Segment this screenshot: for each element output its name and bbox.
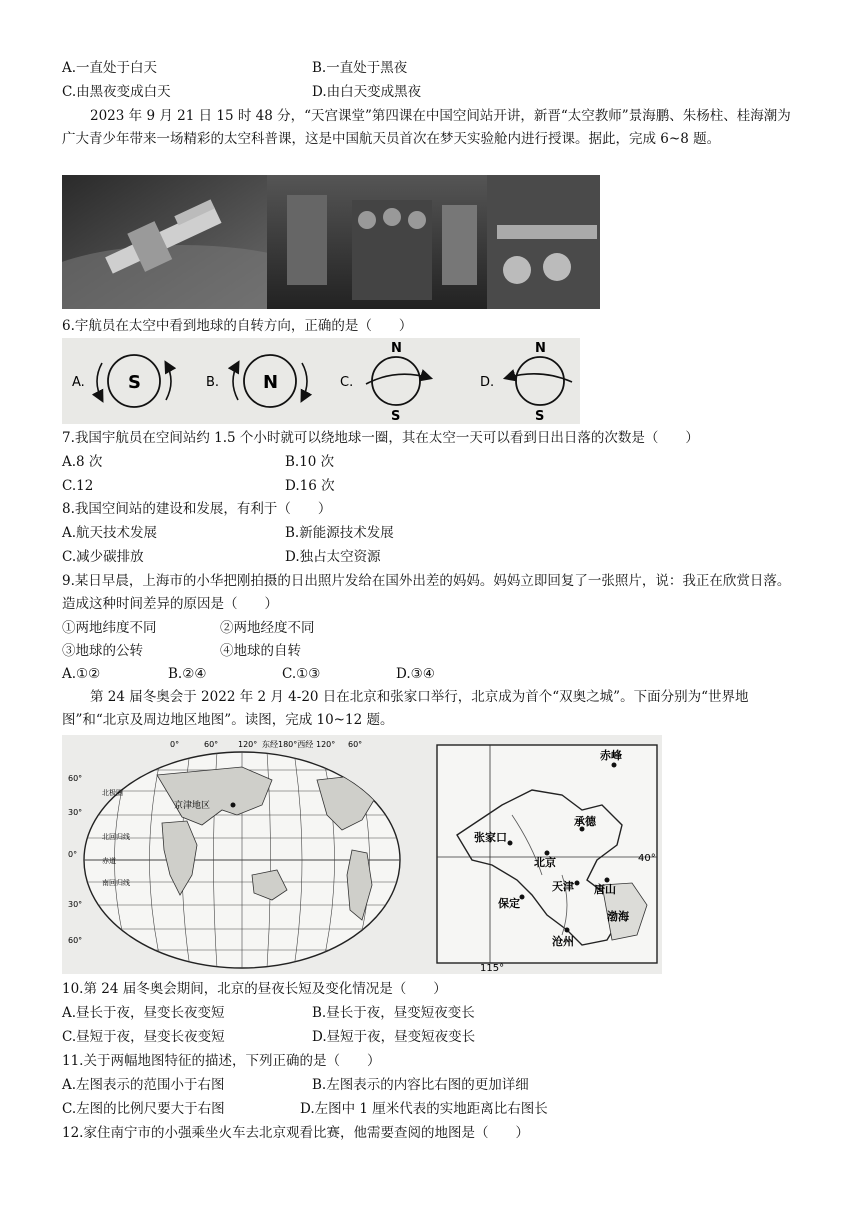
city-tianjin: 天津 bbox=[552, 880, 574, 893]
svg-text:北极圈: 北极圈 bbox=[102, 789, 123, 797]
option-b-label: B. bbox=[206, 375, 220, 390]
south-pole-label-a: S bbox=[128, 372, 141, 393]
svg-text:120°: 120° bbox=[238, 740, 258, 749]
q8-option-b: B.新能源技术发展 bbox=[285, 525, 394, 541]
q9-option-b: B.②④ bbox=[168, 666, 207, 682]
passage-tiangong: 2023 年 9 月 21 日 15 时 48 分，“天宫课堂”第四课在中国空间站开讲，新晋“太空教师”景海鹏、朱杨柱、桂海潮为广大青少年带来一场精彩的太空科普课，这是中国航天员首次在梦天实验舱内进行授课。据此，完成 6~8 题。 bbox=[62, 108, 791, 147]
q8-option-c: C.减少碳排放 bbox=[62, 549, 144, 565]
south-label-c: S bbox=[391, 409, 401, 424]
q10-option-b: B.昼长于夜，昼变短夜变长 bbox=[312, 1005, 475, 1021]
q9-stem: 9.某日早晨，上海市的小华把刚拍摄的日出照片发给在国外出差的妈妈。妈妈立即回复了一张照片，说：我正在欣赏日落。造成这种时间差异的原因是（ ） bbox=[62, 573, 791, 612]
q5-option-d: D.由白天变成黑夜 bbox=[312, 84, 422, 100]
q10-option-a: A.昼长于夜，昼变长夜变短 bbox=[62, 1005, 225, 1021]
q9-option-d: D.③④ bbox=[396, 666, 435, 682]
city-baoding: 保定 bbox=[498, 897, 520, 910]
option-a-label: A. bbox=[72, 375, 85, 390]
q10-stem: 10.第 24 届冬奥会期间，北京的昼夜长短及变化情况是（ ） bbox=[62, 981, 447, 997]
q6-stem: 6.宇航员在太空中看到地球的自转方向，正确的是（ ） bbox=[62, 318, 413, 334]
q5-option-a: A.一直处于白天 bbox=[62, 60, 158, 76]
q9-option-a: A.①② bbox=[62, 666, 101, 682]
q11-stem: 11.关于两幅地图特征的描述，下列正确的是（ ） bbox=[62, 1053, 381, 1069]
q7-option-d: D.16 次 bbox=[285, 478, 335, 494]
rotation-direction-figure bbox=[62, 338, 580, 424]
world-map bbox=[68, 739, 405, 968]
svg-text:120°: 120° bbox=[316, 740, 336, 749]
svg-text:北回归线: 北回归线 bbox=[102, 833, 130, 841]
q9-statement-4: ④地球的自转 bbox=[220, 643, 301, 659]
svg-text:南回归线: 南回归线 bbox=[102, 879, 130, 887]
svg-text:0°: 0° bbox=[68, 850, 78, 859]
maps-figure bbox=[62, 735, 662, 974]
q9-statement-2: ②两地经度不同 bbox=[220, 620, 315, 636]
svg-text:赤道: 赤道 bbox=[102, 857, 116, 865]
north-pole-label-b: N bbox=[263, 372, 279, 393]
beijing-region-map bbox=[437, 745, 657, 974]
q11-option-c: C.左图的比例尺要大于右图 bbox=[62, 1101, 225, 1117]
q11-option-a: A.左图表示的范围小于右图 bbox=[62, 1077, 225, 1093]
city-chengde: 承德 bbox=[574, 815, 596, 828]
q12-stem: 12.家住南宁市的小强乘坐火车去北京观看比赛，他需要查阅的地图是（ ） bbox=[62, 1125, 529, 1141]
city-chifeng: 赤峰 bbox=[600, 749, 622, 762]
svg-text:30°: 30° bbox=[68, 900, 83, 909]
q10-option-d: D.昼短于夜，昼变短夜变长 bbox=[312, 1029, 476, 1045]
q11-option-b: B.左图表示的内容比右图的更加详细 bbox=[312, 1077, 529, 1093]
q9-statement-3: ③地球的公转 bbox=[62, 643, 143, 659]
q7-option-b: B.10 次 bbox=[285, 454, 335, 470]
option-d-label: D. bbox=[480, 375, 495, 390]
option-c-label: C. bbox=[340, 375, 354, 390]
q8-option-d: D.独占太空资源 bbox=[285, 549, 381, 565]
jingjin-region-label: 京津地区 bbox=[174, 801, 211, 811]
svg-text:30°: 30° bbox=[68, 808, 83, 817]
svg-text:60°: 60° bbox=[68, 774, 83, 783]
q7-option-c: C.12 bbox=[62, 478, 94, 494]
svg-text:60°: 60° bbox=[204, 740, 219, 749]
q9-option-c: C.①③ bbox=[282, 666, 321, 682]
north-label-d: N bbox=[535, 341, 546, 356]
svg-text:0°: 0° bbox=[170, 740, 180, 749]
q7-stem: 7.我国宇航员在空间站约 1.5 个小时就可以绕地球一圈，其在太空一天可以看到日出日落的次数是（ ） bbox=[62, 430, 699, 446]
q8-stem: 8.我国空间站的建设和发展，有利于（ ） bbox=[62, 501, 332, 517]
passage-winter-olympics: 第 24 届冬奥会于 2022 年 2 月 4-20 日在北京和张家口举行，北京成为首个“双奥之城”。下面分别为“世界地图”和“北京及周边地区地图”。读图，完成 10~12 题。 bbox=[62, 689, 749, 728]
q9-statement-1: ①两地纬度不同 bbox=[62, 620, 157, 636]
q11-option-d: D.左图中 1 厘米代表的实地距离比右图长 bbox=[300, 1101, 548, 1117]
q7-option-a: A.8 次 bbox=[62, 454, 103, 470]
north-label-c: N bbox=[391, 341, 402, 356]
q8-option-a: A.航天技术发展 bbox=[62, 525, 158, 541]
longitude-115-label: 115° bbox=[480, 963, 505, 974]
city-tangshan: 唐山 bbox=[594, 883, 616, 896]
q10-option-c: C.昼短于夜，昼变长夜变短 bbox=[62, 1029, 225, 1045]
south-label-d: S bbox=[535, 409, 545, 424]
city-cangzhou: 沧州 bbox=[552, 935, 574, 948]
city-beijing: 北京 bbox=[534, 856, 556, 869]
q5-option-c: C.由黑夜变成白天 bbox=[62, 84, 171, 100]
bohai-sea-label: 渤海 bbox=[607, 910, 629, 923]
space-class-photos bbox=[62, 175, 600, 309]
svg-text:东经180°西经: 东经180°西经 bbox=[262, 740, 314, 749]
city-zhangjiakou: 张家口 bbox=[474, 831, 507, 844]
svg-text:60°: 60° bbox=[68, 936, 83, 945]
svg-text:60°: 60° bbox=[348, 740, 363, 749]
latitude-40-label: 40° bbox=[638, 853, 656, 864]
q5-option-b: B.一直处于黑夜 bbox=[312, 60, 408, 76]
